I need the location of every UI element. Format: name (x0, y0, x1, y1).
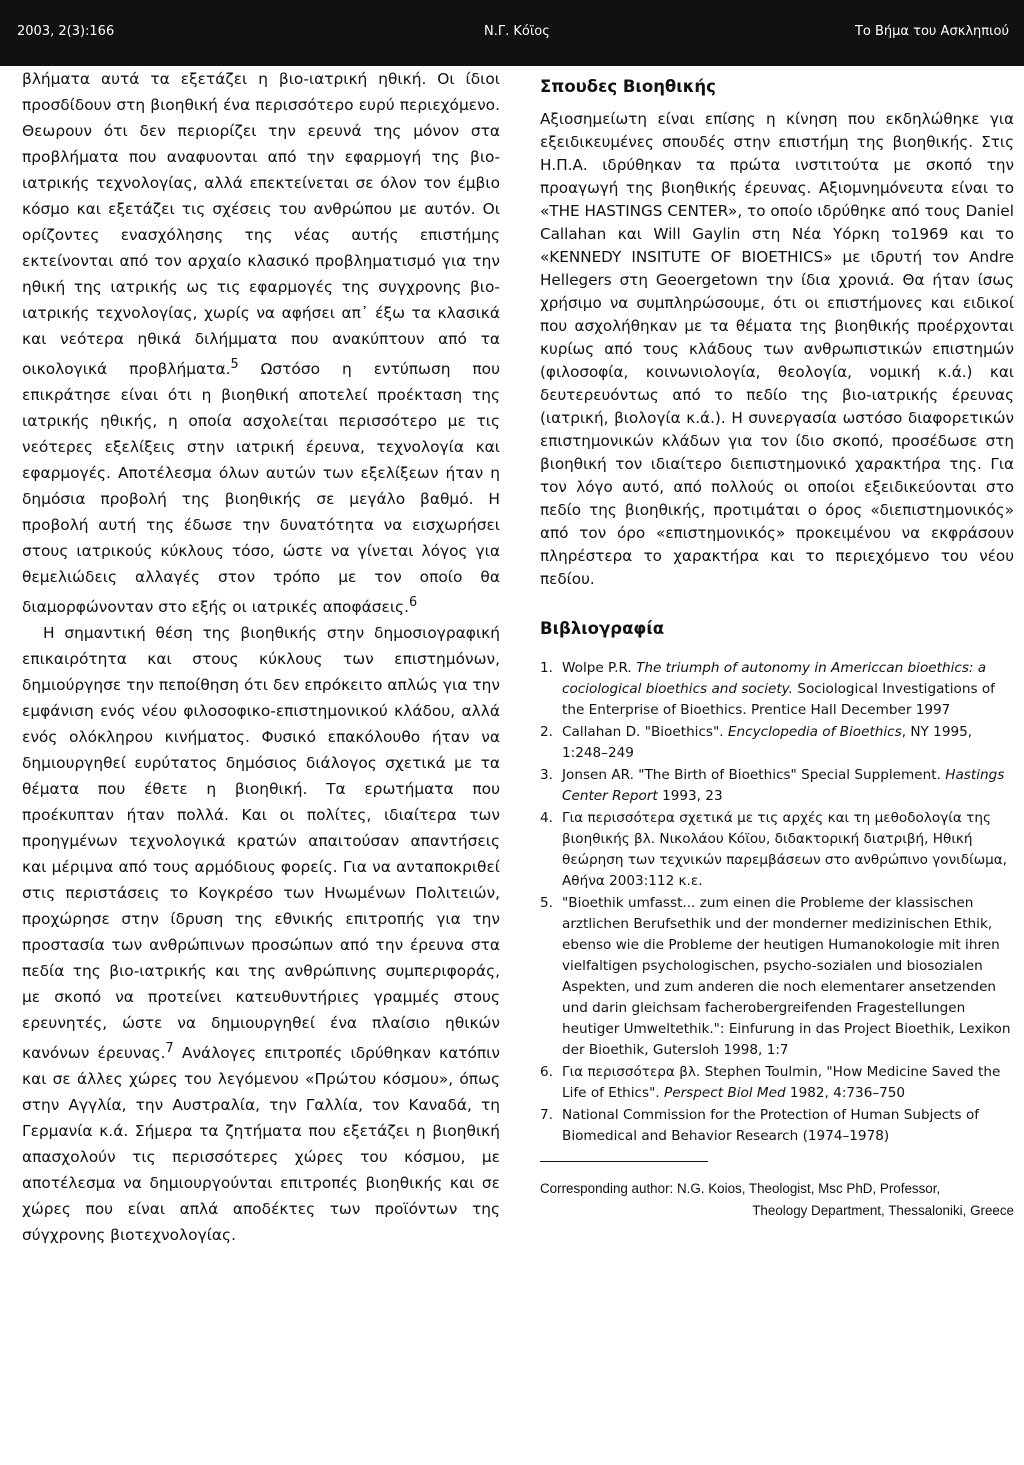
reference-item: 7. National Commission for the Protection of Human Subjects of Biomedical and Behavior Research (1974–1978) (540, 1107, 980, 1144)
studies-heading: Σπουδες Βιοηθικής (540, 77, 716, 96)
corresponding-author (540, 1178, 1014, 1222)
footnote-divider (540, 1161, 708, 1162)
footnote-ref-7[interactable]: 7 (165, 1041, 174, 1057)
header-citation: 2003, 2(3):166 (17, 24, 115, 39)
studies-paragraph: Αξιοσημείωτη είναι επίσης η κίνηση που εκδηλώθηκε για εξειδικευμένες σπουδές στην επιστήμη της βιοηθικής. Στις Η.Π.Α. ιδρύθηκαν τα πρώτα ινστιτούτα με σκοπό την προαγωγή της βιοηθικής έρευνας. Αξιομνημόνευτα είναι το «THE HASTINGS CENTER», το οποίο ιδρύθηκε από τους Daniel Callahan και Will Gaylin στη Νέα Υόρκη το1969 και το «KENNEDY INSITUTE OF BIOETHICS» με ιδρυτή τον Andre Hellegers στη Geoergetown την ίδια χρονιά. Θα ήταν ίσως χρήσιμο να συμπληρώσουμε, ότι οι επιστήμονες και ειδικοί που ασχολήθηκαν με τα θέματα της βιοηθικής προέρχονται κυρίως από τους κλάδους των ανθρωπιστικών επιστημών (φιλοσοφία, κοινωνιολογία, θεολογία, νομική κ.ά.) και δευτερευόντως από το πεδίο της βιο-ιατρικής έρευνας (ιατρική, βιολογία κ.ά.). Η συνεργασία ωστόσο διαφορετικών επιστημονικών κλάδων για τον ίδιο σκοπό, προσέδωσε στη βιοηθική τον ιδιαίτερο διεπιστημονικό χαρακτήρα της. Για τον λόγο αυτό, από πολλούς οι οποίοι εξειδικεύονται στο πεδίο της βιοηθικής, προτιμάται ο όρος «διεπιστημονικός» από τον όρο «επιστημονικός» προκειμένου να εκφράσουν πληρέστερα το χαρακτήρα και το περιεχόμενο του νέου πεδίου. (540, 110, 1014, 588)
header-author: Ν.Γ. Κόϊος (484, 24, 550, 39)
bibliography-list (540, 658, 1014, 1147)
corresponding-line-2: Theology Department, Thessaloniki, Greece (752, 1203, 1014, 1218)
reference-item: 6. Για περισσότερα βλ. Stephen Toulmin, "How Medicine Saved the Life of Ethics". Perspect Biol Med 1982, 4:736–750 (540, 1064, 1001, 1101)
reference-item: 4. Για περισσότερα σχετικά με τις αρχές και τη μεθοδολογία της βιοηθικής βλ. Νικολάου Κόϊου, διδακτορική διατριβή, Ηθική θεώρηση των τεχνικών παρεμβάσεων στο ανθρώπινο γονιδίωμα, Αθήνα 2003:112 κ.ε. (540, 810, 1008, 889)
left-column (22, 66, 500, 1248)
reference-item: 2. Callahan D. "Bioethics". Encyclopedia of Bioethics, NY 1995, 1:248–249 (540, 724, 973, 761)
bibliography-heading: Βιβλιογραφία (540, 619, 665, 638)
footnote-ref-5[interactable]: 5 (230, 357, 239, 372)
running-header (0, 0, 1024, 66)
body-paragraph-2: Η σημαντική θέση της βιοηθικής στην δημοσιογραφική επικαιρότητα και στους κύκλους των επιστημόνων, δημιούργησε την πεποίθηση ότι δεν επρόκειτο απλώς για την εμφάνιση ενός νέου φιλοσοφικο-επιστημονικού κλάδου, αλλά ενός ολόκληρου κινήματος. Φυσικό επακόλουθο ήταν να δημιουργηθεί ευρύτατος δημόσιος διάλογος σχετικά με τα θέματα που έθετε η βιοηθική. Τα ερωτήματα που προέκυπταν ήταν πολλά. Και οι πολίτες, ιδιαίτερα των προηγμένων τεχνολογικά κρατών απαιτούσαν απαντήσεις και μέριμνα από τους αρμόδιους φορείς. Για να ανταποκριθεί στις περιστάσεις το Κογκρέσο των Ηνωμένων Πολιτειών, προχώρησε στην ίδρυση της εθνικής επιτροπής για την προστασία των ανθρώπινων προσώπων από την έρευνα στα πεδία της βιο-ιατρικής και της ανθρώπινης συμπεριφοράς, με σκοπό να προτείνει κατευθυντήριες γραμμές στους ερευνητές, ώστε να δημιουργηθεί ένα πλαίσιο ηθικών κανόνων έρευνας.$^7$ Ανάλογες επιτροπές ιδρύθηκαν κατόπιν και σε άλλες χώρες του λεγόμενου «Πρώτου κόσμου», όπως στην Αγγλία, την Αυστραλία, την Γαλλία, τον Καναδά, τη Γερμανία κ.ά. Σήμερα τα ζητήματα που εξετάζει η βιοηθική απασχολούν τις περισσότερες χώρες του κόσμου, με αποτέλεσμα να δημιουργούνται επιτροπές βιοηθικής και σε χώρες που είναι απλά αποδέκτες των προϊόντων της σύγχρονης βιοτεχνολογίας. (22, 624, 500, 1245)
header-journal: Το Βήμα του Ασκληπιού (854, 24, 1009, 39)
footnote-ref-6[interactable]: 6 (408, 595, 418, 611)
reference-item: 3. Jonsen AR. "The Birth of Bioethics" Special Supplement. Hastings Center Report 1993, 23 (540, 767, 1005, 804)
reference-item: 1. Wolpe P.R. The triumph of autonomy in Americcan bioethics: a cociological bioethics and society. Sociological Investigations of the Enterprise of Bioethics. Prentice Hall December 1997 (540, 660, 995, 718)
right-column (540, 66, 1014, 1222)
body-paragraph-1: βλήματα αυτά τα εξετάζει η βιο-ιατρική ηθική. Οι ίδιοι προσδίδουν στη βιοηθική ένα περισσότερο ευρύ περιεχόμενο. Θεωρουν ότι δεν περιορίζει την ερευνά της μόνον στα προβλήματα που αναφυονται από την εφαρμογή της βιο-ιατρικής τεχνολογίας, αλλά επεκτείνεται σε όλον τον έμβιο κόσμο και εξετάζει τις σχέσεις του ανθρώπου με αυτόν. Οι ορίζοντες ενασχόλησης της νέας αυτής επιστήμης εκτείνονται από τον αρχαίο κλασικό προβληματισμό για την ηθική της ιατρικής ως τις εφαρμογές της συγχρονης βιο-ιατρικής τεχνολογίας, χωρίς να αφήσει απ᾽ έξω τα κλασικά και νεότερα ηθικά διλήμματα που ανακύπτουν από τα οικολογικά προβλήματα.$^5$ Ωστόσο η εντύπωση που επικράτησε είναι ότι η βιοηθική αποτελεί προέκταση της ιατρικής ηθικής, η οποία ασχολείται περισσότερο με τις νεότερες εξελίξεις στην ιατρική έρευνα, τεχνολογία και εφαρμογές. Αποτέλεσμα όλων αυτών των εξελίξεων ήταν η δημόσια προβολή της βιοηθικής σε μεγάλο βαθμό. Η προβολή αυτή της έδωσε την δυνατότητα να εισχωρήσει στους ιατρικούς κύκλους τόσο, ώστε να γίνεται λόγος για θεμελιώδεις αλλαγές στον τρόπο με τον οποίο θα διαμορφώνονταν στο εξής οι ιατρικές αποφάσεις.$^6$ (22, 70, 501, 617)
corresponding-line-1: Corresponding author: N.G. Koios, Theologist, Msc PhD, Professor, (540, 1181, 941, 1196)
reference-item: 5. "Bioethik umfasst... zum einen die Probleme der klassischen arztlichen Berufsethik und der monderner medizinischen Ethik, ebenso wie die Probleme der heutigen Humanokologie mit ihren vielfaltigen psychologischen, psycho-sozialen und biosozialen Aspekten, und zum anderen die noch elementarer ansetzenden und darin gleichsam facherobergreifenden Fragestellungen heutiger Umweltethik.": Einfurung in das Project Bioethik, Lexikon der Bioethik, Gutersloh 1998, 1:7 (540, 895, 1011, 1058)
